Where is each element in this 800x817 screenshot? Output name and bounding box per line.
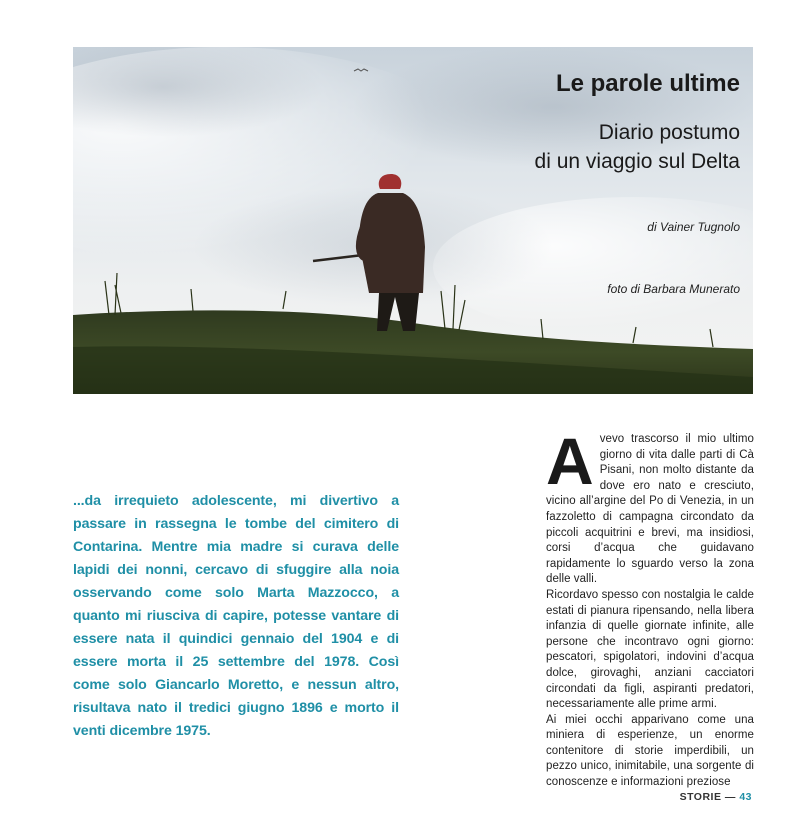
photo-credit: foto di Barbara Munerato [607, 282, 740, 296]
article-subtitle [535, 118, 740, 176]
drop-cap: A [546, 424, 594, 498]
subtitle-line-1: Diario postumo [598, 121, 740, 144]
page-footer [680, 791, 752, 803]
section-name: STORIE — [679, 791, 736, 803]
page-number: 43 [739, 791, 752, 803]
body-paragraph-3: Ai miei occhi apparivano come una miniera di esperienze, un enorme contenitore di storie imperdibili, un pezzo unico, inimitabile, una sorgente di conoscenze e informazioni preziose [546, 713, 754, 789]
article-body [546, 424, 754, 791]
body-paragraph-2: Ricordavo spesso con nostalgia le calde estati di pianura ripensando, nella libera infanzia di quelle giornate infinite, alle persone che incontravo ogni giorno: pescatori, spigolatori, indovini d’acqua dolce, girovaghi, anziani cacciatori circondati da figli, aspiranti predatori, necessariamente alle prime armi. [546, 588, 754, 711]
body-paragraph-1-text: vevo trascorso il mio ultimo giorno di vita dalle parti di Cà Pisani, non molto distante da dove ero nato e cresciuto, vicino all’argine del Po di Venezia, in un fazzoletto di campagna circondato da piccoli acquitrini e brevi, ma insidiosi, corsi d’acqua che guidavano rapidamente lo sguardo verso la zona delle valli. [546, 433, 754, 586]
author-byline: di Vainer Tugnolo [647, 220, 740, 234]
body-paragraph-1 [546, 424, 754, 588]
article-title: Le parole ultime [555, 70, 740, 97]
subtitle-line-2: di un viaggio sul Delta [534, 150, 740, 173]
pull-quote: ...da irrequieto adolescente, mi divertivo a passare in rassegna le tombe del cimitero di Contarina. Mentre mia madre si curava delle lapidi dei nonni, cercavo di sfuggire alla noia osservando come solo Marta Mazzocco, a quanto mi riusciva di capire, potesse vantare di essere nata il quindici gennaio del 1904 e di essere morta il 25 settembre del 1978. Così come solo Giancarlo Moretto, e nessun altro, risultava nato il tredici giugno 1896 e morto il venti dicembre 1975. [73, 493, 399, 739]
